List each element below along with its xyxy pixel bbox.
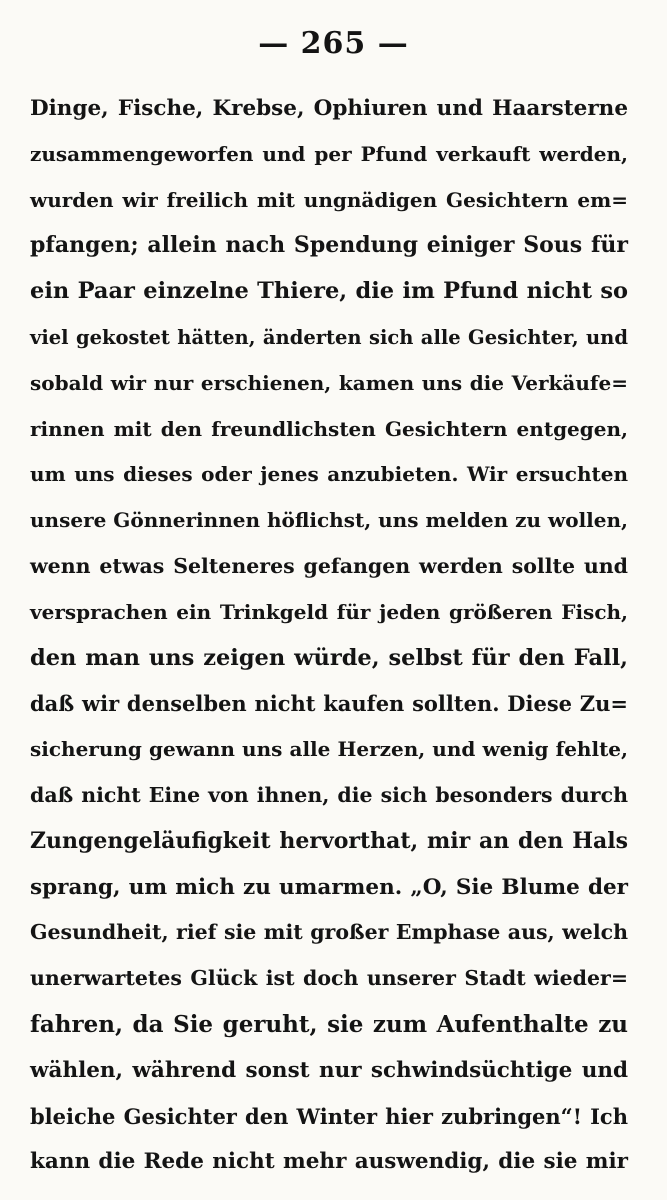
text-line: Zungengeläufigkeit hervorthat, mir an den Hals [30,827,628,854]
page-number: — 265 — [258,26,409,61]
text-line: den man uns zeigen würde, selbst für den Fall, [30,644,628,671]
text-line: rinnen mit den freundlichsten Gesichtern entgegen, [30,416,628,441]
text-line: daß wir denselben nicht kaufen sollten. Diese Zu= [30,691,628,717]
text-line: viel gekostet hätten, änderten sich alle Gesichter, und [30,325,628,349]
text-line: sprang, um mich zu umarmen. „O, Sie Blume der [30,874,628,900]
text-line: unsere Gönnerinnen höflichst, uns melden zu wollen, [30,508,628,533]
text-line: versprachen ein Trinkgeld für jeden größeren Fisch, [30,599,628,624]
text-line: sicherung gewann uns alle Herzen, und wenig fehlte, [30,737,628,762]
text-line: bleiche Gesichter den Winter hier zubringen“! Ich [30,1103,628,1129]
text-line: wurden wir freilich mit ungnädigen Gesichtern em= [30,187,628,212]
text-line: wählen, während sonst nur schwindsüchtige und [30,1057,628,1083]
text-line: daß nicht Eine von ihnen, die sich besonders durch [30,782,628,807]
text-line: sobald wir nur erschienen, kamen uns die Verkäufe= [30,370,628,395]
text-line: unerwartetes Glück ist doch unserer Stadt wieder= [30,966,628,991]
text-line: zusammengeworfen und per Pfund verkauft werden, [30,141,628,166]
text-line: wenn etwas Selteneres gefangen werden sollte und [30,553,628,578]
text-line: Gesundheit, rief sie mit großer Emphase aus, welch [30,920,628,945]
text-line: pfangen; allein nach Spendung einiger Sous für [30,232,628,259]
body-text [30,86,628,1185]
text-line: um uns dieses oder jenes anzubieten. Wir ersuchten [30,462,628,487]
text-line: ein Paar einzelne Thiere, die im Pfund nicht so [30,278,628,305]
text-line: fahren, da Sie geruht, sie zum Aufenthalte zu [30,1010,628,1038]
text-line: kann die Rede nicht mehr auswendig, die sie mir [30,1149,628,1175]
text-line: Dinge, Fische, Krebse, Ophiuren und Haarsterne [30,96,628,121]
